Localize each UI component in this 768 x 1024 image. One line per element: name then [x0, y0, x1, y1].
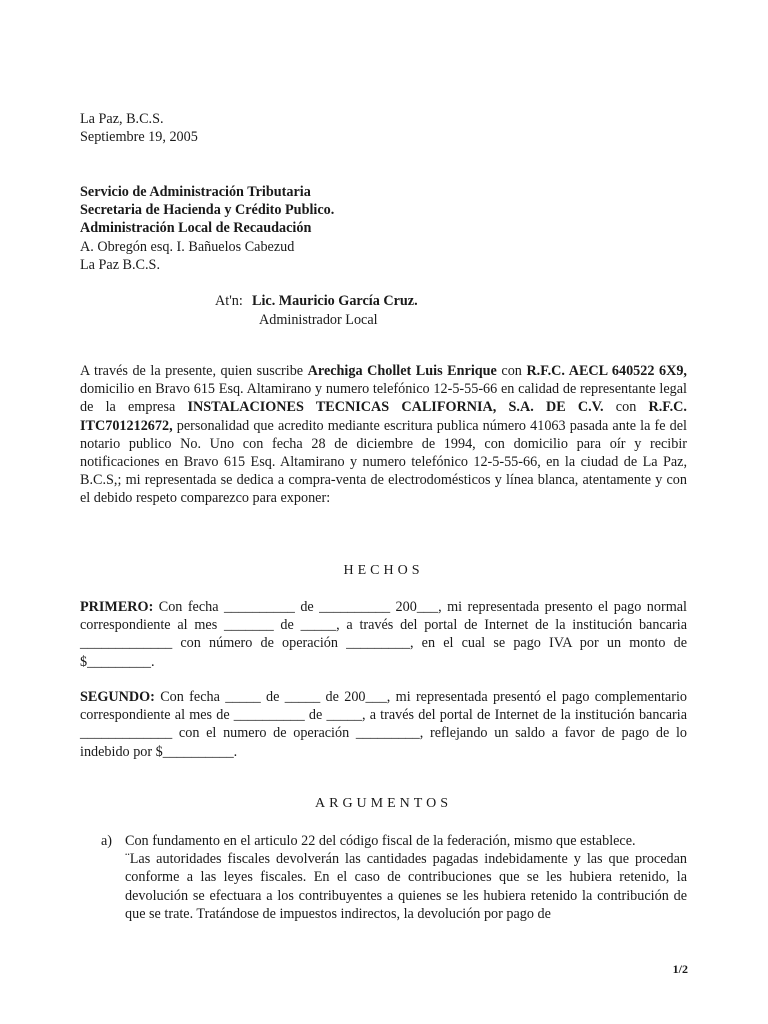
signer-rfc: R.F.C. AECL 640522 6X9,	[526, 363, 687, 379]
hecho-text: Con fecha __________ de __________ 200___, mi representada presento el pago normal correspondiente al mes _______ de _____, a través del portal de Internet de la institución bancaria _____________ con número de operación _________, en el cual se pago IVA por un monto de $_________.	[80, 599, 687, 670]
attention-name: Lic. Mauricio García Cruz.	[252, 293, 418, 309]
section-heading-hechos: HECHOS	[343, 563, 424, 578]
intro-text: con	[496, 363, 527, 379]
attention-label: At'n:	[215, 293, 243, 309]
intro-paragraph	[80, 362, 687, 508]
date: Septiembre 19, 2005	[80, 129, 198, 145]
argument-lead: Con fundamento en el articulo 22 del código fiscal de la federación, mismo que establece.	[125, 833, 636, 849]
hecho-segundo	[80, 688, 687, 761]
hecho-primero	[80, 598, 687, 671]
place: La Paz, B.C.S.	[80, 111, 164, 127]
recipient-city: La Paz B.C.S.	[80, 257, 160, 273]
hecho-label: PRIMERO:	[80, 599, 154, 615]
intro-text: domicilio en Bravo 615 Esq. Altamirano y numero telefónico 12-5-55-66 en calidad de representante legal de la empresa	[80, 381, 687, 416]
intro-text: personalidad que acredito mediante escritura publica número 41063 pasada ante la fe del notario publico No. Uno con fecha 28 de diciembre de 1994, con domicilio para oír y recibir notificaciones en Bravo 615 Esq. Altamirano y numero telefónico 12-5-55-66, en la ciudad de La Paz, B.C.S,; mi representada se dedica a compra-venta de electrodomésticos y línea blanca, atentamente y con el debido respeto comparezco para exponer:	[80, 417, 687, 507]
recipient-address: A. Obregón esq. I. Bañuelos Cabezud	[80, 239, 295, 255]
argument-item	[125, 832, 687, 923]
list-marker: a)	[101, 833, 113, 849]
recipient-line-1: Servicio de Administración Tributaria	[80, 184, 311, 200]
signer-name: Arechiga Chollet Luis Enrique	[307, 363, 497, 379]
recipient-line-3: Administración Local de Recaudación	[80, 220, 312, 236]
company-rfc: R.F.C. ITC701212672,	[80, 399, 687, 434]
page-number: 1/2	[672, 962, 688, 976]
attention-title: Administrador Local	[259, 312, 378, 328]
company-name: INSTALACIONES TECNICAS CALIFORNIA, S.A. DE C.V.	[187, 399, 604, 416]
hecho-text: Con fecha _____ de _____ de 200___, mi representada presentó el pago complementario correspondiente al mes de __________ de _____, a través del portal de Internet de la institución bancaria _____________ con el numero de operación _________, reflejando un saldo a favor de pago de lo indebido por $__________.	[80, 689, 687, 760]
intro-text: con	[603, 399, 649, 416]
intro-text: A través de la presente, quien suscribe	[80, 363, 308, 379]
section-heading-argumentos: ARGUMENTOS	[315, 796, 452, 811]
recipient-line-2: Secretaria de Hacienda y Crédito Publico.	[80, 202, 335, 218]
argument-quote: ¨Las autoridades fiscales devolverán las cantidades pagadas indebidamente y las que procedan conforme a las leyes fiscales. En el caso de contribuciones que se les hubiera retenido, la devolución se efectuara a los contribuyentes a quienes se les hubiera retenido la contribución de que se trate. Tratándose de impuestos indirectos, la devolución por pago de	[125, 851, 687, 922]
hecho-label: SEGUNDO:	[80, 689, 155, 705]
